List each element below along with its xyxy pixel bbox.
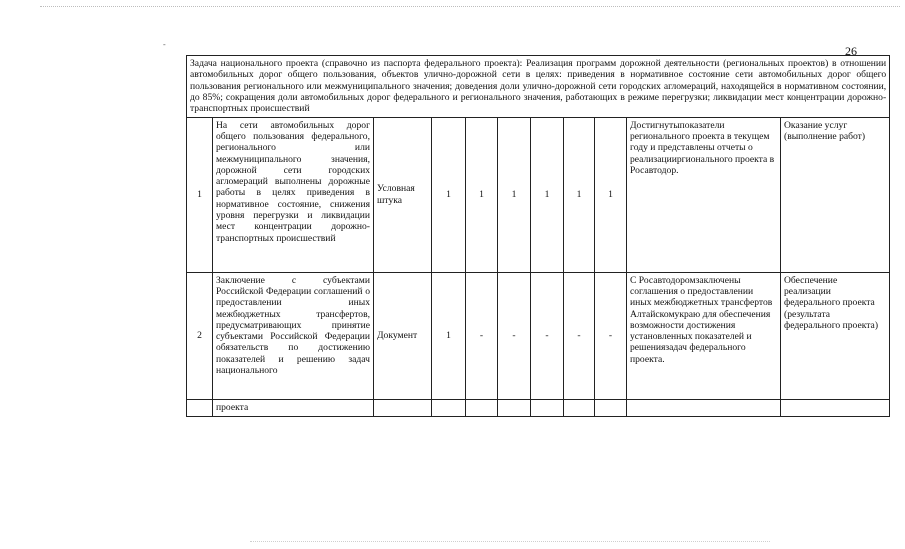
result-description: Заключение с субъектами Российской Федерации соглашений о предоставлении иных межбюджетных трансфертов, предусматривающих принятие субъектами Российской Федерации обязательств по достижению показателей и решению задач национального: [213, 272, 374, 399]
empty-cell: [531, 399, 564, 416]
empty-cell: [564, 399, 595, 416]
year-value: -: [595, 272, 627, 399]
scan-edge-line: [250, 541, 770, 542]
result-description: На сети автомобильных дорог общего пользования федерального, регионального или межмуниципального значения, дорожной сети городских агломераций выполнены дорожные работы в целях приведения в нормативное состояние, снижения уровня перегрузки и ликвидации мест концентрации дорожно-транспортных происшествий: [213, 117, 374, 272]
year-value: -: [531, 272, 564, 399]
project-results-table: [186, 55, 890, 417]
result-type: Обеспечение реализации федерального проекта (результата федерального проекта): [781, 272, 890, 399]
empty-cell: [432, 399, 466, 416]
empty-cell: [466, 399, 498, 416]
year-value: 1: [564, 117, 595, 272]
empty-cell: [498, 399, 531, 416]
result-characteristic: С Росавтодоромзаключены соглашения о предоставлении иных межбюджетных трансфертов Алтайскомукраю для обеспечения возможности достижения установленных показателей и решениязадач федерального проекта.: [627, 272, 781, 399]
year-value: 1: [498, 117, 531, 272]
empty-cell: [627, 399, 781, 416]
year-value: 1: [595, 117, 627, 272]
year-value: 1: [432, 117, 466, 272]
year-value: 1: [466, 117, 498, 272]
continuation-text: проекта: [213, 399, 374, 416]
continuation-row: [187, 399, 890, 416]
task-description: Задача национального проекта (справочно из паспорта федерального проекта): Реализация программ дорожной деятельности (региональных проектов) в отношении автомобильных дорог общего пользования, объектов улично-дорожной сети в целях: приведения в нормативное состояние сети автомобильных дорог общего пользования регионального или межмуниципального значения; доведения доли улично-дорожной сети городских агломераций, находящейся в нормативном состоянии, до 85%; сокращения доли автомобильных дорог федерального и регионального значения, работающих в режиме перегрузки; ликвидации мест концентрации дорожно-транспортных происшествий: [187, 56, 890, 118]
year-value: -: [564, 272, 595, 399]
year-value: 1: [432, 272, 466, 399]
empty-cell: [187, 399, 213, 416]
unit-of-measure: Документ: [374, 272, 432, 399]
scan-mark: -: [163, 40, 166, 49]
result-type: Оказание услуг (выполнение работ): [781, 117, 890, 272]
empty-cell: [374, 399, 432, 416]
year-value: 1: [531, 117, 564, 272]
task-row: [187, 56, 890, 118]
unit-of-measure: Условная штука: [374, 117, 432, 272]
row-number: 2: [187, 272, 213, 399]
scan-edge-line: [40, 6, 900, 7]
table-row: [187, 117, 890, 272]
year-value: -: [466, 272, 498, 399]
row-number: 1: [187, 117, 213, 272]
page-number: 26: [845, 44, 857, 58]
year-value: -: [498, 272, 531, 399]
result-characteristic: Достигнутыпоказатели регионального проекта в текущем году и представлены отчеты о реализацииргионального проекта в Росавтодор.: [627, 117, 781, 272]
table-row: [187, 272, 890, 399]
empty-cell: [781, 399, 890, 416]
empty-cell: [595, 399, 627, 416]
